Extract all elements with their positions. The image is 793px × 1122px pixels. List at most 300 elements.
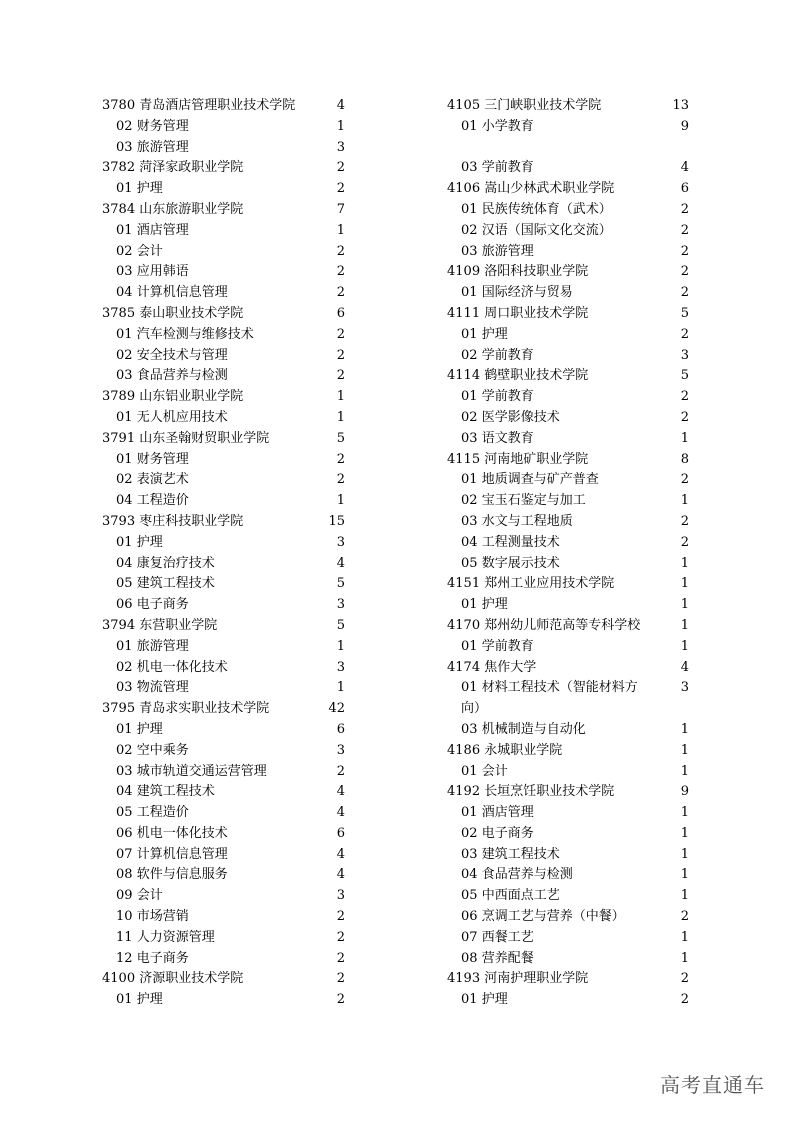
enrollment-count: 1 [680, 721, 689, 737]
major-row [447, 886, 689, 907]
major-code: 01 [461, 992, 478, 1008]
major-name [116, 639, 229, 654]
name-text: 泰山职业技术学院 [139, 305, 244, 321]
major-name [116, 576, 255, 591]
major-row [102, 637, 345, 658]
major-code: 01 [461, 285, 478, 301]
major-row [447, 470, 689, 491]
major-code: 01 [116, 409, 133, 425]
major-row [102, 658, 345, 679]
major-row [447, 865, 689, 886]
major-row [447, 408, 689, 429]
name-text: 护理 [136, 181, 163, 197]
major-code: 03 [116, 368, 133, 384]
major-code: 01 [116, 534, 133, 550]
enrollment-count: 4 [336, 846, 345, 862]
enrollment-count: 2 [680, 992, 689, 1008]
school-name [102, 431, 309, 446]
major-row [102, 762, 345, 783]
major-row [447, 824, 689, 845]
major-name [116, 535, 203, 550]
school-name [102, 306, 283, 321]
major-name [461, 764, 548, 779]
school-row [102, 969, 345, 990]
major-row [102, 845, 345, 866]
major-code: 01 [461, 472, 478, 488]
school-row [447, 304, 689, 325]
school-name [447, 98, 641, 113]
major-code: 02 [116, 347, 133, 363]
major-row [447, 158, 689, 179]
major-name [461, 431, 574, 446]
major-name [116, 493, 229, 508]
major-row [102, 907, 345, 928]
name-text: 学前教育 [481, 347, 534, 363]
name-text: 护理 [481, 597, 508, 613]
major-name [116, 285, 268, 300]
school-code: 3791 [102, 430, 136, 446]
major-name [116, 181, 203, 196]
school-name [447, 264, 628, 279]
major-row [447, 221, 689, 242]
school-name [447, 971, 628, 986]
name-text: 护理 [136, 992, 163, 1008]
name-text: 电子商务 [136, 597, 189, 613]
name-text: 汽车检测与维修技术 [136, 326, 254, 342]
major-code: 05 [461, 555, 478, 571]
school-row [102, 96, 345, 117]
school-name [102, 618, 257, 633]
left-column [102, 96, 345, 1011]
name-text: 食品营养与检测 [136, 368, 228, 384]
major-name [116, 556, 255, 571]
name-text: 河南护理职业学院 [484, 971, 589, 987]
school-code: 4151 [447, 576, 481, 592]
enrollment-count: 2 [680, 389, 689, 405]
major-code: 02 [461, 493, 478, 509]
major-code: 03 [116, 139, 133, 155]
major-code: 02 [116, 472, 133, 488]
school-name [102, 514, 283, 529]
name-text: 河南地矿职业学院 [484, 451, 589, 467]
school-row [102, 387, 345, 408]
school-name [447, 452, 628, 467]
major-row [102, 533, 345, 554]
name-text: 地质调查与矿产普查 [481, 472, 599, 488]
name-text: 旅游管理 [136, 638, 189, 654]
major-name [116, 951, 229, 966]
name-text: 财务管理 [136, 118, 189, 134]
name-text: 人力资源管理 [136, 929, 215, 945]
school-name [447, 181, 654, 196]
major-row [447, 949, 689, 970]
major-name [116, 348, 268, 363]
major-name [461, 639, 574, 654]
name-text: 汉语（国际文化交流） [481, 222, 612, 238]
enrollment-count: 2 [336, 950, 345, 966]
enrollment-count: 2 [336, 326, 345, 342]
name-text: 洛阳科技职业学院 [484, 264, 589, 280]
major-row [447, 346, 689, 367]
major-name [461, 909, 665, 924]
major-row [447, 678, 689, 720]
major-row [102, 408, 345, 429]
name-text: 建筑工程技术 [136, 576, 215, 592]
major-name [116, 410, 268, 425]
enrollment-count: 4 [336, 805, 345, 821]
major-code: 03 [116, 763, 133, 779]
enrollment-count: 2 [336, 181, 345, 197]
major-code: 01 [461, 201, 478, 217]
school-row [447, 179, 689, 200]
major-row [447, 595, 689, 616]
enrollment-count: 2 [336, 971, 345, 987]
major-name [461, 389, 574, 404]
major-code: 01 [461, 805, 478, 821]
name-text: 空中乘务 [136, 742, 189, 758]
school-name [102, 971, 283, 986]
name-text: 护理 [136, 721, 163, 737]
enrollment-count: 3 [336, 742, 345, 758]
name-text: 小学教育 [481, 118, 534, 134]
enrollment-count: 2 [680, 909, 689, 925]
enrollment-count: 6 [680, 181, 689, 197]
major-name [116, 140, 229, 155]
major-code: 08 [116, 867, 133, 883]
enrollment-count: 1 [680, 742, 689, 758]
major-name [461, 244, 574, 259]
name-text: 焦作大学 [484, 659, 537, 675]
name-text: 计算机信息管理 [136, 846, 228, 862]
major-code: 01 [116, 992, 133, 1008]
major-code: 01 [461, 638, 478, 654]
school-row [447, 969, 689, 990]
name-text: 青岛求实职业技术学院 [139, 701, 270, 717]
school-row [447, 616, 689, 637]
enrollment-count: 13 [672, 98, 689, 113]
major-row [102, 325, 345, 346]
major-row [102, 782, 345, 803]
school-row [102, 512, 345, 533]
name-text: 旅游管理 [481, 243, 534, 259]
major-row [102, 741, 345, 762]
major-code: 05 [461, 888, 478, 904]
major-name [116, 909, 229, 924]
major-name [116, 223, 229, 238]
name-text: 中西面点工艺 [481, 888, 560, 904]
major-row [102, 179, 345, 200]
major-row [102, 470, 345, 491]
enrollment-count: 4 [680, 160, 689, 176]
major-row [102, 221, 345, 242]
major-code: 03 [461, 721, 478, 737]
major-row [447, 720, 689, 741]
school-code: 4192 [447, 784, 481, 800]
name-text: 电子商务 [481, 825, 534, 841]
name-text: 会计 [136, 243, 163, 259]
name-text: 机械制造与自动化 [481, 721, 586, 737]
name-text: 应用韩语 [136, 264, 189, 280]
enrollment-count: 4 [336, 555, 345, 571]
name-text: 建筑工程技术 [136, 784, 215, 800]
school-row [447, 741, 689, 762]
school-name [102, 160, 283, 175]
enrollment-count: 4 [336, 784, 345, 800]
school-name [102, 202, 283, 217]
major-name [461, 493, 626, 508]
enrollment-count: 2 [336, 992, 345, 1008]
enrollment-count: 3 [336, 139, 345, 155]
major-name [461, 951, 574, 966]
major-name [116, 784, 255, 799]
enrollment-count: 1 [336, 118, 345, 134]
major-code: 02 [461, 347, 478, 363]
major-row [102, 803, 345, 824]
enrollment-count: 3 [336, 659, 345, 675]
major-name [461, 992, 548, 1007]
major-name [116, 743, 229, 758]
school-code: 3794 [102, 617, 136, 633]
major-name [461, 722, 626, 737]
enrollment-count: 1 [680, 929, 689, 945]
enrollment-count: 1 [680, 867, 689, 883]
major-name [461, 930, 574, 945]
name-text: 会计 [481, 763, 508, 779]
enrollment-count: 1 [336, 493, 345, 509]
school-code: 3785 [102, 305, 136, 321]
enrollment-count: 4 [336, 867, 345, 883]
enrollment-count: 1 [336, 222, 345, 238]
name-text: 数字展示技术 [481, 555, 560, 571]
enrollment-count: 5 [336, 617, 345, 633]
enrollment-count: 1 [336, 389, 345, 405]
name-text: 枣庄科技职业学院 [139, 513, 244, 529]
enrollment-count: 2 [336, 451, 345, 467]
name-text: 护理 [136, 534, 163, 550]
school-name [447, 784, 654, 799]
school-name [447, 618, 680, 633]
enrollment-count: 2 [336, 285, 345, 301]
major-code: 02 [461, 222, 478, 238]
enrollment-count: 1 [680, 846, 689, 862]
major-code: 12 [116, 950, 133, 966]
enrollment-count: 1 [680, 597, 689, 613]
name-text: 营养配餐 [481, 950, 534, 966]
major-code: 07 [116, 846, 133, 862]
enrollment-count: 2 [336, 264, 345, 280]
name-text: 酒店管理 [481, 805, 534, 821]
school-row [447, 96, 689, 117]
major-name [461, 867, 613, 882]
major-code: 05 [116, 576, 133, 592]
school-code: 4109 [447, 264, 481, 280]
enrollment-count: 2 [680, 264, 689, 280]
major-row [102, 865, 345, 886]
major-code: 06 [116, 597, 133, 613]
major-name [461, 472, 639, 487]
school-code: 4106 [447, 181, 481, 197]
major-row [447, 200, 689, 221]
school-code: 3780 [102, 98, 136, 113]
school-name [447, 576, 654, 591]
major-row [102, 366, 345, 387]
enrollment-count: 7 [336, 201, 345, 217]
enrollment-count: 2 [336, 243, 345, 259]
major-name [461, 888, 600, 903]
name-text: 建筑工程技术 [481, 846, 560, 862]
name-text: 山东铝业职业学院 [139, 389, 244, 405]
major-code: 01 [116, 326, 133, 342]
major-name [116, 764, 307, 779]
name-text: 鹤壁职业技术学院 [484, 368, 589, 384]
school-code: 4193 [447, 971, 481, 987]
enrollment-count: 9 [680, 118, 689, 134]
watermark-text: 高考直通车 [660, 1073, 765, 1097]
name-text: 护理 [481, 992, 508, 1008]
major-code: 02 [116, 742, 133, 758]
enrollment-count: 3 [336, 534, 345, 550]
major-row [447, 242, 689, 263]
name-text: 材料工程技术（智能材料方向） [461, 680, 638, 717]
enrollment-count: 6 [336, 721, 345, 737]
enrollment-count: 1 [680, 888, 689, 904]
major-name [116, 368, 268, 383]
name-text: 市场营销 [136, 909, 189, 925]
major-code: 01 [116, 181, 133, 197]
major-code: 04 [116, 285, 133, 301]
major-name [461, 160, 574, 175]
major-code: 01 [461, 597, 478, 613]
school-row [102, 616, 345, 637]
major-name [461, 826, 574, 841]
name-text: 青岛酒店管理职业技术学院 [139, 98, 296, 113]
name-text: 工程造价 [136, 805, 189, 821]
major-code: 01 [116, 451, 133, 467]
name-text: 工程造价 [136, 493, 189, 509]
name-text: 软件与信息服务 [136, 867, 228, 883]
major-name [116, 597, 229, 612]
name-text: 表演艺术 [136, 472, 189, 488]
name-text: 山东圣翰财贸职业学院 [139, 430, 270, 446]
major-name [116, 805, 229, 820]
major-code: 02 [116, 243, 133, 259]
name-text: 菏泽家政职业学院 [139, 160, 244, 176]
school-row [447, 574, 689, 595]
school-name [102, 98, 335, 113]
school-row [102, 158, 345, 179]
major-code: 01 [461, 326, 478, 342]
major-code: 05 [116, 805, 133, 821]
major-row [102, 242, 345, 263]
major-row [102, 949, 345, 970]
enrollment-count: 2 [336, 763, 345, 779]
name-text: 宝玉石鉴定与加工 [481, 493, 586, 509]
enrollment-count: 2 [336, 929, 345, 945]
enrollment-count: 5 [336, 430, 345, 446]
school-name [447, 368, 628, 383]
school-code: 3782 [102, 160, 136, 176]
enrollment-count: 4 [680, 659, 689, 675]
major-code: 03 [461, 243, 478, 259]
name-text: 医学影像技术 [481, 409, 560, 425]
major-row [447, 512, 689, 533]
major-name [116, 992, 203, 1007]
name-text: 嵩山少林武术职业学院 [484, 181, 615, 197]
enrollment-count: 2 [680, 285, 689, 301]
major-code: 04 [461, 534, 478, 550]
enrollment-count: 2 [680, 971, 689, 987]
name-text: 安全技术与管理 [136, 347, 228, 363]
school-code: 4114 [447, 368, 481, 384]
enrollment-count: 1 [680, 576, 689, 592]
name-text: 学前教育 [481, 389, 534, 405]
major-row [102, 262, 345, 283]
major-name [116, 119, 229, 134]
name-text: 电子商务 [136, 950, 189, 966]
major-name [116, 722, 203, 737]
enrollment-count: 1 [336, 680, 345, 696]
enrollment-count: 5 [336, 576, 345, 592]
major-row [102, 117, 345, 138]
school-code: 4111 [447, 305, 481, 321]
major-code: 02 [116, 659, 133, 675]
enrollment-count: 1 [336, 638, 345, 654]
major-code: 11 [116, 929, 133, 945]
major-code: 07 [461, 929, 478, 945]
name-text: 长垣烹饪职业技术学院 [484, 784, 615, 800]
major-row [102, 491, 345, 512]
enrollment-count: 9 [680, 784, 689, 800]
enrollment-count: 5 [680, 305, 689, 321]
major-code: 01 [116, 638, 133, 654]
major-name [116, 264, 229, 279]
name-text: 西餐工艺 [481, 929, 534, 945]
school-code: 4170 [447, 617, 481, 633]
major-code: 01 [116, 222, 133, 238]
major-name [461, 285, 613, 300]
major-row [447, 429, 689, 450]
enrollment-count: 3 [680, 347, 689, 363]
major-name [116, 826, 268, 841]
enrollment-count: 4 [336, 98, 345, 113]
school-row [447, 262, 689, 283]
major-row [447, 637, 689, 658]
enrollment-count: 2 [336, 909, 345, 925]
school-name [447, 306, 628, 321]
major-code: 08 [461, 950, 478, 966]
name-text: 三门峡职业技术学院 [484, 98, 602, 113]
major-name [116, 847, 268, 862]
name-text: 机电一体化技术 [136, 825, 228, 841]
name-text: 水文与工程地质 [481, 513, 573, 529]
major-name [461, 678, 689, 720]
school-row [102, 304, 345, 325]
major-code: 01 [461, 389, 478, 405]
major-row [102, 678, 345, 699]
major-row [447, 325, 689, 346]
major-row [102, 450, 345, 471]
major-row [102, 886, 345, 907]
major-name [461, 847, 600, 862]
enrollment-count: 1 [680, 763, 689, 779]
name-text: 永城职业学院 [484, 742, 563, 758]
school-name [102, 389, 283, 404]
enrollment-count: 2 [336, 368, 345, 384]
major-name [461, 514, 613, 529]
enrollment-count: 3 [336, 597, 345, 613]
major-row [102, 928, 345, 949]
enrollment-count: 6 [336, 305, 345, 321]
